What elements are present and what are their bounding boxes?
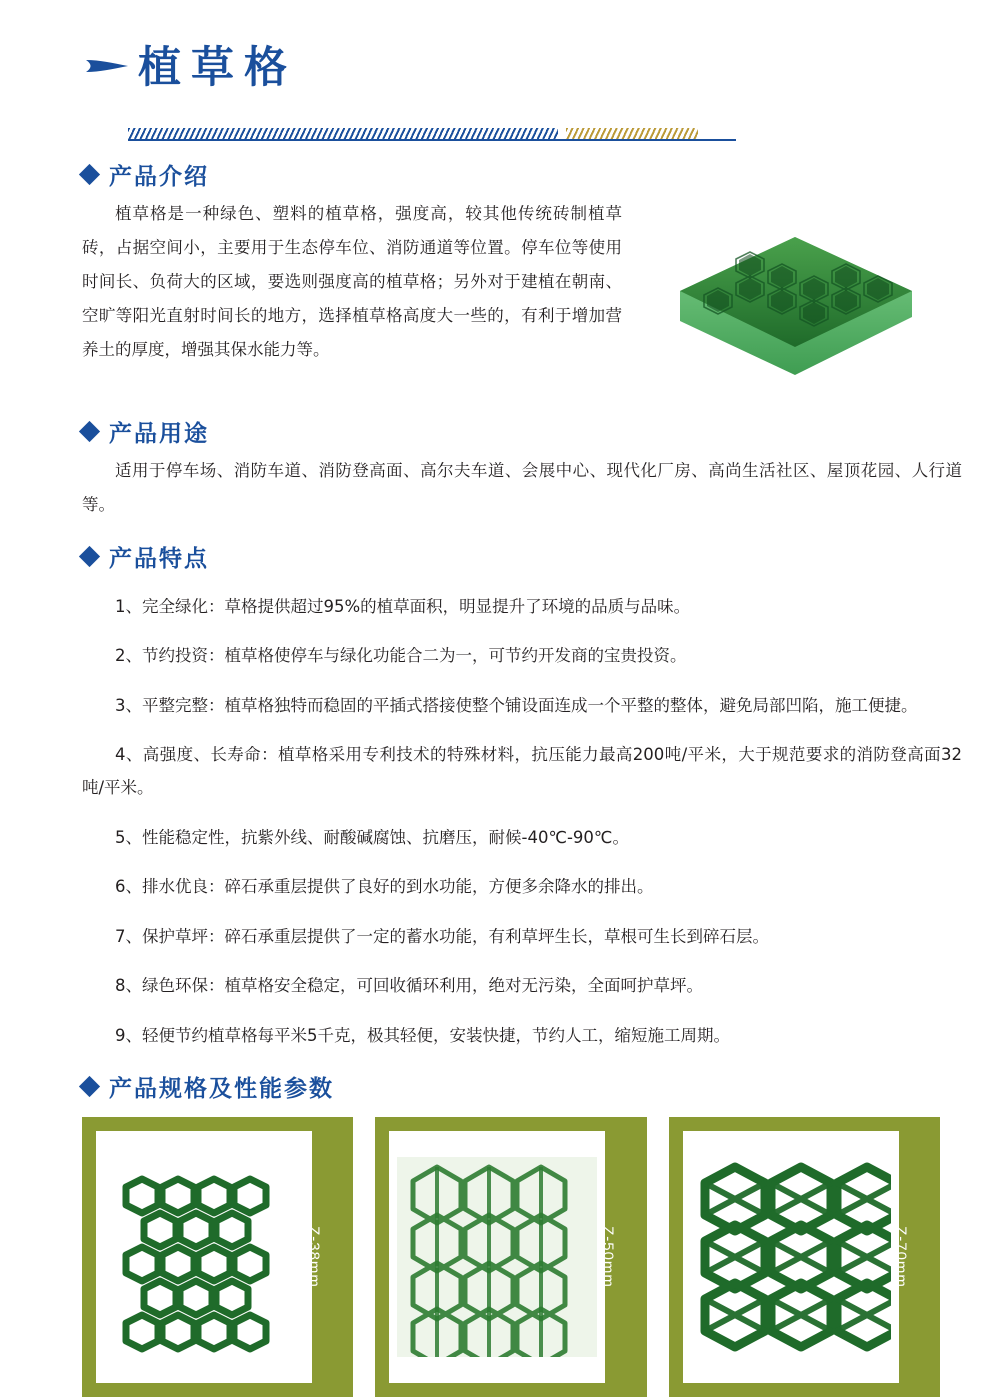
section-title-specs: 产品规格及性能参数 [109, 1075, 334, 1102]
list-item: 6、排水优良：碎石承重层提供了良好的到水功能，方便多余降水的排出。 [115, 877, 654, 896]
grass-paver-photo-70mm [691, 1157, 891, 1357]
list-item: 8、绿色环保：植草格安全稳定，可回收循环利用，绝对无污染，全面呵护草坪。 [115, 976, 703, 995]
list-item: 3、平整完整：植草格独特而稳固的平插式搭接使整个铺设面连成一个平整的整体，避免局部凹陷，施工便捷。 [115, 695, 918, 715]
section-heading-specs [82, 1070, 940, 1103]
usage-text-block [82, 454, 962, 522]
list-item: 7、保护草坪：碎石承重层提供了一定的蓄水功能，有利草坪生长，草根可生长到碎石层。 [115, 926, 769, 946]
grass-paver-photo-50mm [397, 1157, 597, 1357]
spec-card [82, 1117, 353, 1397]
spec-card-label: Z-38mm [305, 1225, 323, 1288]
list-item: 9、轻便节约植草格每平米5千克，极其轻便，安装快捷，节约人工，缩短施工周期。 [115, 1025, 730, 1045]
diamond-bullet-icon [79, 546, 100, 567]
rule-underline [128, 139, 736, 141]
diamond-bullet-icon [79, 164, 100, 185]
section-title-usage: 产品用途 [109, 421, 209, 447]
spec-card-label: Z-50mm [599, 1225, 617, 1288]
header-decorative-rule [128, 128, 736, 140]
page-title: 植草格 [138, 43, 297, 93]
diamond-bullet-icon [79, 1075, 100, 1096]
grass-paver-product-photo [640, 179, 950, 394]
arrow-right-icon [86, 56, 130, 76]
spec-card [375, 1117, 646, 1397]
rule-blue-hatch [128, 128, 558, 139]
section-heading-usage [82, 415, 940, 448]
spec-card [669, 1117, 940, 1397]
spec-gallery [82, 1117, 940, 1397]
spec-card-label: Z-70mm [892, 1225, 910, 1288]
intro-block [60, 197, 940, 397]
intro-text-column [82, 197, 622, 367]
diamond-bullet-icon [79, 421, 100, 442]
page-header [60, 0, 940, 122]
list-item: 4、高强度、长寿命：植草格采用专利技术的特殊材料，抗压能力最高200吨/平米，大于规范要求的消防登高面32吨/平米。 [82, 745, 962, 797]
list-item: 1、完全绿化：草格提供超过95%的植草面积，明显提升了环境的品质与品味。 [115, 596, 691, 616]
intro-paragraph: 植草格是一种绿色、塑料的植草格，强度高，较其他传统砖制植草砖，占据空间小，主要用于生态停车位、消防通道等位置。停车位等使用时间长、负荷大的区域，要选则强度高的植草格；另外对于建植在朝南、空旷等阳光直射时间长的地方，选择植草格高度大一些的，有利于增加营养土的厚度，增强其保水能力等。 [82, 204, 622, 359]
list-item: 5、性能稳定性，抗紫外线、耐酸碱腐蚀、抗磨压，耐候-40℃-90℃。 [115, 827, 629, 847]
usage-paragraph: 适用于停车场、消防车道、消防登高面、高尔夫车道、会展中心、现代化厂房、高尚生活社区、屋顶花园、人行道等。 [82, 461, 962, 514]
section-heading-features [82, 540, 940, 573]
spec-photo-frame [96, 1131, 312, 1383]
section-title-intro: 产品介绍 [109, 164, 209, 190]
grass-paver-photo-38mm [104, 1157, 304, 1357]
spec-photo-frame [389, 1131, 605, 1383]
rule-gold-hatch [566, 128, 698, 139]
feature-list [82, 590, 962, 1052]
section-title-features: 产品特点 [109, 546, 209, 572]
spec-photo-frame [683, 1131, 899, 1383]
list-item: 2、节约投资：植草格使停车与绿化功能合二为一，可节约开发商的宝贵投资。 [115, 646, 687, 665]
